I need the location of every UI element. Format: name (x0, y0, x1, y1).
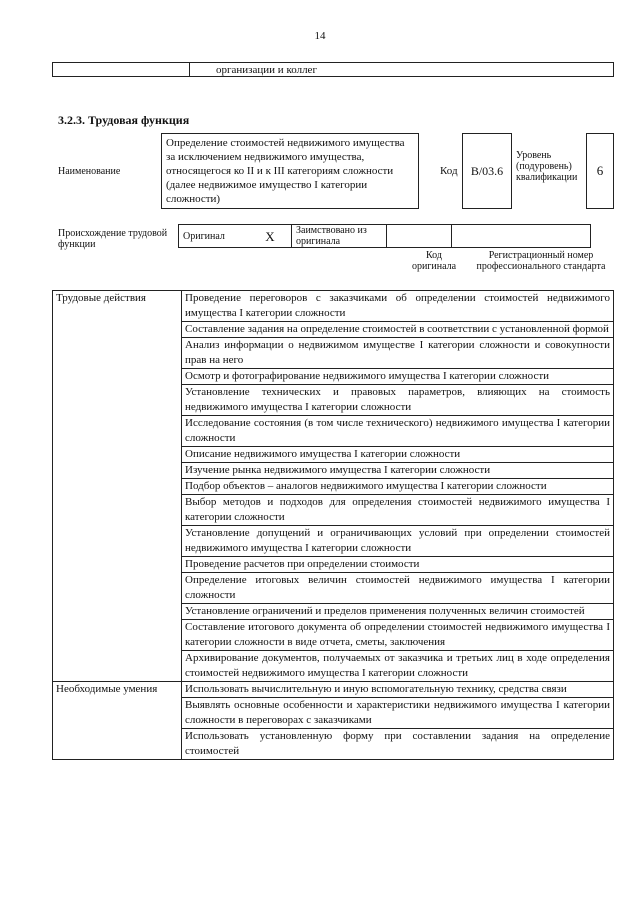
item-cell: Установление технических и правовых параметров, влияющих на стоимость недвижимого имущества I категории сложности (182, 385, 614, 416)
original-mark-cell (249, 225, 292, 248)
item-cell: Определение итоговых величин стоимостей недвижимого имущества I категории сложности (182, 573, 614, 604)
item-cell: Архивирование документов, получаемых от заказчика и третьих лиц в ходе определения стоимостей недвижимого имущества I категории сложности (182, 651, 614, 682)
code-label: Код (440, 165, 458, 177)
item-cell: Проведение переговоров с заказчиками об определении стоимостей недвижимого имущества I категории сложности (182, 291, 614, 322)
name-label: Наименование (58, 166, 121, 177)
item-cell: Составление итогового документа об определении стоимостей недвижимого имущества I категории сложности в виде отчета, сметы, заключения (182, 620, 614, 651)
section-title: 3.2.3. Трудовая функция (58, 113, 190, 127)
original-cell (179, 225, 250, 248)
continued-cell (190, 63, 614, 77)
item-cell: Установление ограничений и пределов применения полученных величин стоимостей (182, 604, 614, 620)
borrowed-label: Заимствовано из оригинала (296, 225, 367, 247)
continued-cell-text: организации и коллег (216, 63, 317, 76)
original-label: Оригинал (183, 230, 225, 242)
origin-label: Происхождение трудовой функции (58, 228, 168, 250)
empty-cell (53, 63, 190, 77)
item-cell: Проведение расчетов при определении стоимости (182, 557, 614, 573)
level-label: Уровень (подуровень) квалификации (516, 150, 578, 183)
item-cell: Описание недвижимого имущества I категории сложности (182, 447, 614, 463)
item-cell: Использовать вычислительную и иную вспомогательную технику, средства связи (182, 682, 614, 698)
page-number: 14 (314, 30, 326, 42)
category-cell: Необходимые умения (53, 682, 182, 760)
original-mark: X (265, 228, 275, 244)
borrowed-cell (292, 225, 387, 248)
item-cell: Составление задания на определение стоимостей в соответствии с установленной формой (182, 322, 614, 338)
code-original-cell (387, 225, 452, 248)
item-cell: Исследование состояния (в том числе технического) недвижимого имущества I категории сложности (182, 416, 614, 447)
item-cell: Изучение рынка недвижимого имущества I категории сложности (182, 463, 614, 479)
item-cell: Использовать установленную форму при составлении задания на определение стоимостей (182, 729, 614, 760)
origin-table (178, 224, 591, 248)
item-cell: Подбор объектов – аналогов недвижимого имущества I категории сложности (182, 479, 614, 495)
item-cell: Установление допущений и ограничивающих условий при определении стоимостей недвижимого имущества I категории сложности (182, 526, 614, 557)
category-cell: Трудовые действия (53, 291, 182, 682)
work-function-table (52, 290, 614, 760)
item-cell: Выбор методов и подходов для определения стоимостей недвижимого имущества I категории сложности (182, 495, 614, 526)
item-cell: Анализ информации о недвижимом имуществе I категории сложности и совокупности прав на него (182, 338, 614, 369)
table-row (53, 682, 614, 698)
reg-number-caption: Регистрационный номер профессионального стандарта (476, 250, 606, 272)
item-cell: Выявлять основные особенности и характеристики недвижимого имущества I категории сложности в переговорах с заказчиками (182, 698, 614, 729)
code-original-caption: Код оригинала (411, 250, 457, 272)
previous-table-row (52, 62, 614, 77)
function-name-box: Определение стоимостей недвижимого имущества за исключением недвижимого имущества, относящегося ко II и к III категориям сложности (далее недвижимое имущество I категории сложности) (161, 133, 419, 209)
reg-number-cell (452, 225, 591, 248)
function-code-box: B/03.6 (462, 133, 512, 209)
table-row (53, 291, 614, 322)
item-cell: Осмотр и фотографирование недвижимого имущества I категории сложности (182, 369, 614, 385)
qualification-level-box: 6 (586, 133, 614, 209)
